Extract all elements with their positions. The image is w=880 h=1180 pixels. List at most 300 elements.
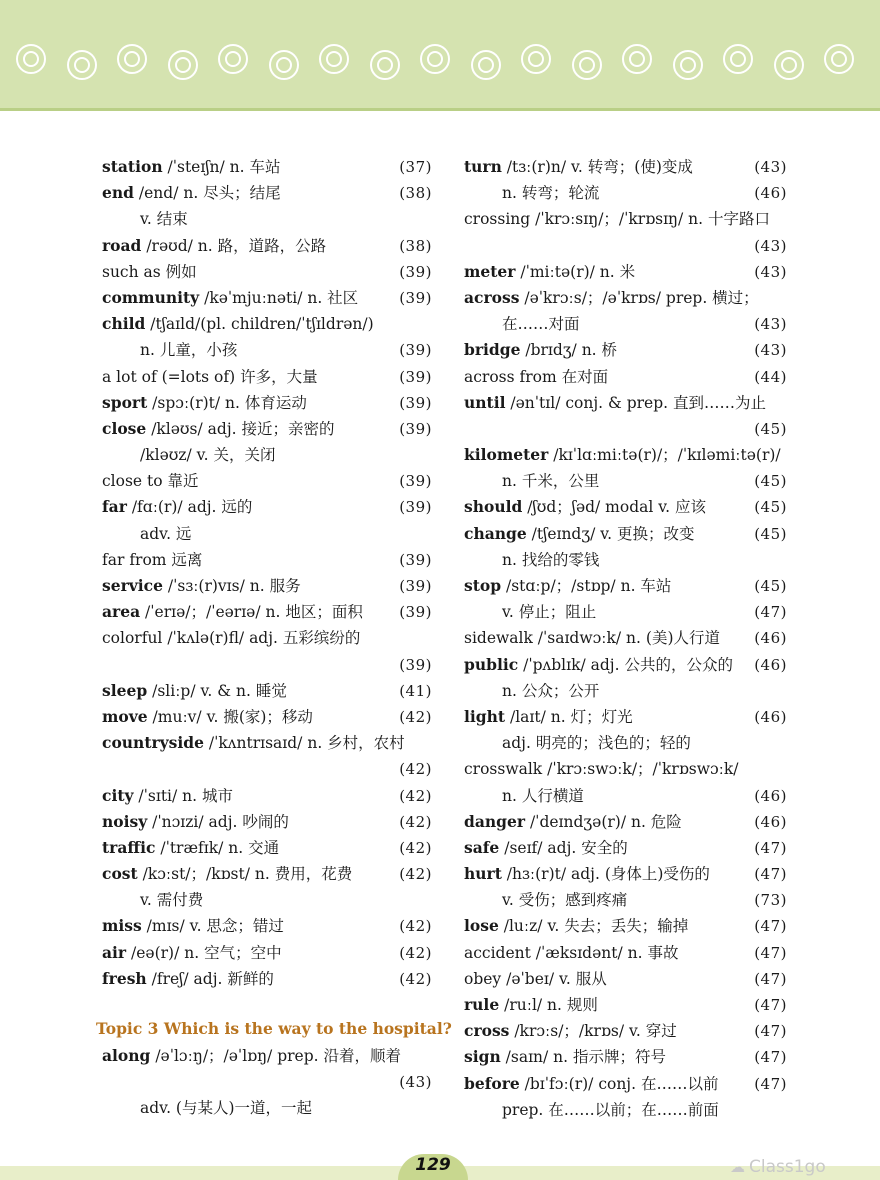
entry-text — [102, 1043, 401, 1069]
definition: a lot of (=lots of) 许多，大量 — [102, 367, 318, 386]
page-reference: (39) — [399, 603, 432, 622]
vocabulary-entry — [102, 966, 432, 992]
vocabulary-entry — [102, 940, 432, 966]
definition: /ˈkʌntrɪsaɪd/ n. 乡村，农村 — [203, 734, 405, 753]
page-reference: (46) — [754, 707, 787, 726]
entry-text — [102, 547, 202, 573]
vocabulary-entry — [102, 442, 432, 468]
entry-text — [464, 442, 781, 468]
definition: v. 需付费 — [140, 891, 204, 910]
definition: /seɪf/ adj. 安全的 — [499, 838, 628, 857]
decorative-ring-icon — [168, 50, 198, 80]
entry-text — [464, 992, 598, 1018]
vocabulary-entry — [464, 154, 787, 180]
definition: /kləʊs/ adj. 接近；亲密的 — [146, 419, 335, 438]
page-reference: (47) — [754, 1074, 787, 1093]
definition: n. 儿童，小孩 — [140, 341, 238, 360]
decorative-ring-icon — [370, 50, 400, 80]
definition: /kɔːst/；/kɒst/ n. 费用，花费 — [137, 865, 353, 884]
vocabulary-entry — [102, 652, 432, 678]
headword: air — [102, 942, 127, 962]
definition: close to 靠近 — [102, 472, 199, 491]
page-reference: (44) — [754, 367, 787, 386]
left-vocabulary-column — [102, 154, 432, 992]
page-reference: (43) — [754, 315, 787, 334]
page-reference: (47) — [754, 917, 787, 936]
definition: /stɑːp/；/stɒp/ n. 车站 — [501, 577, 672, 595]
vocabulary-entry — [102, 390, 432, 416]
definition: /ənˈtɪl/ conj. & prep. 直到……为止 — [505, 393, 767, 412]
page-reference: (47) — [754, 1022, 787, 1041]
page-reference: (45) — [754, 524, 787, 543]
headword: stop — [464, 576, 502, 595]
definition: /ˈpʌblɪk/ adj. 公共的，公众的 — [518, 655, 733, 674]
vocabulary-entry — [464, 442, 787, 468]
entry-text — [102, 468, 199, 494]
definition: /sliːp/ v. & n. 睡觉 — [147, 681, 287, 700]
entry-text — [102, 311, 374, 337]
headword: area — [102, 602, 141, 622]
definition: /əˈlɔːŋ/；/əˈlɒŋ/ prep. 沿着，顺着 — [150, 1047, 401, 1065]
headword: far — [102, 497, 127, 517]
entry-text — [464, 1071, 718, 1097]
entry-text — [102, 809, 289, 835]
headword: until — [464, 392, 506, 412]
page-reference: (46) — [754, 629, 787, 648]
page-reference: (42) — [399, 838, 432, 857]
entry-text — [102, 364, 318, 390]
page-reference: (38) — [399, 184, 432, 203]
page-reference: (42) — [399, 917, 432, 936]
vocabulary-entry — [464, 599, 787, 625]
definition: such as 例如 — [102, 262, 197, 281]
page-reference: (46) — [754, 812, 787, 831]
vocabulary-entry — [102, 1095, 432, 1121]
headword: sign — [464, 1047, 501, 1067]
page-reference: (45) — [754, 498, 787, 517]
definition: far from 远离 — [102, 550, 203, 569]
vocabulary-entry — [102, 809, 432, 835]
headword: should — [464, 497, 523, 517]
entry-text — [464, 285, 759, 311]
vocabulary-entry — [464, 573, 787, 599]
page-reference: (39) — [399, 655, 432, 674]
decorative-ring-icon — [824, 44, 854, 74]
entry-text — [464, 206, 770, 232]
vocabulary-entry — [102, 233, 432, 259]
entry-text — [464, 678, 599, 704]
vocabulary-entry — [102, 259, 432, 285]
page-reference: (43) — [754, 236, 787, 255]
headword: rule — [464, 995, 500, 1014]
definition: /ˈerɪə/；/ˈeərɪə/ n. 地区；面积 — [140, 603, 363, 622]
vocabulary-entry — [102, 311, 432, 337]
page-reference: (46) — [754, 184, 787, 203]
headword: safe — [464, 837, 500, 857]
entry-text — [464, 180, 599, 206]
headword: city — [102, 785, 134, 805]
definition: 在……对面 — [502, 315, 580, 334]
definition: /mɪs/ v. 思念；错过 — [141, 917, 284, 936]
definition: n. 千米，公里 — [502, 472, 600, 491]
vocabulary-entry — [464, 521, 787, 547]
definition: /ruːl/ n. 规则 — [499, 996, 598, 1014]
vocabulary-entry — [464, 992, 787, 1018]
headword: across — [464, 287, 520, 307]
entry-text — [102, 259, 197, 285]
page-reference: (39) — [399, 472, 432, 491]
definition: crosswalk /ˈkrɔːswɔːk/；/ˈkrɒswɔːk/ — [464, 760, 739, 779]
definition: /kləʊz/ v. 关，关闭 — [140, 446, 276, 465]
vocabulary-entry — [464, 259, 787, 285]
decorative-ring-icon — [67, 50, 97, 80]
headword: noisy — [102, 811, 148, 831]
entry-text — [464, 468, 599, 494]
entry-text — [102, 704, 313, 730]
headword: danger — [464, 811, 526, 831]
definition: /ˈsɜː(r)vɪs/ n. 服务 — [162, 577, 301, 595]
vocabulary-entry — [102, 1043, 432, 1069]
decorative-ring-icon — [471, 50, 501, 80]
vocabulary-entry — [102, 521, 432, 547]
decorative-ring-icon — [117, 44, 147, 74]
definition: /ˈmiːtə(r)/ n. 米 — [515, 262, 636, 281]
page-reference: (39) — [399, 419, 432, 438]
entry-text — [464, 547, 599, 573]
page-reference: (46) — [754, 786, 787, 805]
definition: n. 转弯；轮流 — [502, 184, 600, 203]
headword: sport — [102, 392, 148, 412]
decorative-ring-icon — [572, 50, 602, 80]
headword: public — [464, 654, 519, 674]
definition: /spɔː(r)t/ n. 体育运动 — [147, 393, 307, 412]
decorative-ring-icon — [622, 44, 652, 74]
headword: service — [102, 576, 163, 595]
entry-text — [102, 285, 358, 311]
entry-text — [102, 913, 284, 939]
entry-text — [464, 625, 720, 651]
vocabulary-entry — [464, 809, 787, 835]
definition: /freʃ/ adj. 新鲜的 — [146, 969, 274, 988]
vocabulary-entry — [102, 783, 432, 809]
vocabulary-entry — [464, 285, 787, 311]
headword: sleep — [102, 680, 148, 700]
entry-text — [102, 521, 191, 547]
page-reference: (47) — [754, 943, 787, 962]
headword: turn — [464, 157, 502, 176]
headword: community — [102, 287, 200, 307]
page-reference: (47) — [754, 838, 787, 857]
definition: n. 公众；公开 — [502, 681, 600, 700]
chat-bubble-icon: ☁ — [730, 1158, 745, 1176]
vocabulary-entry — [102, 861, 432, 887]
headword: along — [102, 1046, 151, 1065]
page-reference: (42) — [399, 812, 432, 831]
definition: /ˈsɪti/ n. 城市 — [133, 786, 233, 805]
definition: accident /ˈæksɪdənt/ n. 事故 — [464, 943, 679, 962]
vocabulary-entry — [464, 311, 787, 337]
page-reference: (39) — [399, 341, 432, 360]
vocabulary-entry — [464, 468, 787, 494]
definition: /rəʊd/ n. 路，道路，公路 — [141, 236, 327, 255]
page-reference: (41) — [399, 681, 432, 700]
entry-text — [464, 704, 633, 730]
page-reference: (43) — [399, 1073, 432, 1092]
vocabulary-entry — [464, 704, 787, 730]
decorative-ring-icon — [673, 50, 703, 80]
page-reference: (47) — [754, 1048, 787, 1067]
entry-text — [464, 259, 635, 285]
vocabulary-entry — [102, 547, 432, 573]
definition: /hɜː(r)t/ adj. (身体上)受伤的 — [501, 865, 710, 884]
page-reference: (45) — [754, 577, 787, 595]
vocabulary-entry — [464, 494, 787, 520]
watermark-text: Class1go — [749, 1157, 826, 1177]
vocabulary-entry — [464, 337, 787, 363]
entry-text — [464, 390, 766, 416]
definition: /ˈnɔɪzi/ adj. 吵闹的 — [147, 812, 289, 831]
page-reference: (39) — [399, 367, 432, 386]
entry-text — [102, 206, 188, 232]
page-reference: (39) — [399, 288, 432, 307]
definition: crossing /ˈkrɔːsɪŋ/；/ˈkrɒsɪŋ/ n. 十字路口 — [464, 210, 771, 229]
vocabulary-entry — [464, 678, 787, 704]
vocabulary-entry — [464, 1018, 787, 1044]
entry-text — [102, 966, 274, 992]
definition: /brɪdʒ/ n. 桥 — [520, 341, 618, 360]
page-reference: (39) — [399, 393, 432, 412]
page-reference: (42) — [399, 969, 432, 988]
headword: close — [102, 418, 147, 438]
vocabulary-entry — [464, 390, 787, 416]
vocabulary-entry — [464, 416, 787, 442]
definition: obey /əˈbeɪ/ v. 服从 — [464, 969, 607, 988]
vocabulary-entry — [102, 285, 432, 311]
definition: /krɔːs/；/krɒs/ v. 穿过 — [509, 1022, 677, 1041]
vocabulary-entry — [464, 730, 787, 756]
entry-text — [464, 756, 739, 782]
vocabulary-entry — [464, 1097, 787, 1123]
entry-text — [102, 416, 334, 442]
entry-text — [464, 1044, 666, 1070]
page-reference: (42) — [399, 786, 432, 805]
page-reference: (47) — [754, 996, 787, 1014]
headword: meter — [464, 261, 516, 281]
entry-text — [102, 442, 275, 468]
page-reference: (42) — [399, 943, 432, 962]
entry-text — [464, 494, 706, 520]
vocabulary-entry — [464, 756, 787, 782]
headword: light — [464, 706, 506, 726]
definition: across from 在对面 — [464, 367, 609, 386]
entry-text — [464, 652, 733, 678]
entry-text — [464, 1097, 719, 1123]
entry-text — [102, 625, 360, 651]
entry-text — [464, 573, 671, 599]
entry-text — [102, 1095, 312, 1121]
header-divider — [0, 108, 880, 111]
entry-text — [102, 730, 405, 756]
headword: miss — [102, 916, 142, 936]
entry-text — [464, 337, 617, 363]
definition: colorful /ˈkʌlə(r)fl/ adj. 五彩缤纷的 — [102, 629, 361, 648]
vocabulary-entry — [102, 756, 432, 782]
vocabulary-entry — [464, 835, 787, 861]
entry-text — [102, 390, 307, 416]
definition: sidewalk /ˈsaɪdwɔːk/ n. (美)人行道 — [464, 629, 720, 648]
entry-text — [102, 233, 326, 259]
vocabulary-entry — [464, 861, 787, 887]
entry-text — [102, 337, 237, 363]
entry-text — [102, 861, 352, 887]
entry-text — [102, 678, 287, 704]
page-reference: (47) — [754, 603, 787, 622]
page-reference: (45) — [754, 419, 787, 438]
vocabulary-entry — [464, 652, 787, 678]
entry-text — [464, 940, 678, 966]
definition: /ʃʊd；ʃəd/ modal v. 应该 — [522, 498, 707, 517]
page-reference: (43) — [754, 262, 787, 281]
entry-text — [102, 887, 203, 913]
vocabulary-entry — [102, 416, 432, 442]
vocabulary-entry — [102, 887, 432, 913]
vocabulary-entry — [102, 835, 432, 861]
entry-text — [464, 730, 691, 756]
definition: /muːv/ v. 搬(家)；移动 — [147, 707, 313, 726]
entry-text — [464, 783, 584, 809]
entry-text — [102, 494, 252, 520]
page-reference: (42) — [399, 707, 432, 726]
vocabulary-entry — [464, 1044, 787, 1070]
headword: bridge — [464, 340, 521, 360]
vocabulary-entry — [102, 154, 432, 180]
headword: countryside — [102, 733, 204, 753]
headword: road — [102, 235, 142, 255]
entry-text — [464, 861, 710, 887]
page-reference: (42) — [399, 760, 432, 779]
topic-heading: Topic 3 Which is the way to the hospital? — [96, 1019, 452, 1038]
vocabulary-entry — [102, 206, 432, 232]
definition: n. 找给的零钱 — [502, 550, 600, 569]
page-number: 129 — [415, 1155, 451, 1175]
page-reference: (39) — [399, 577, 432, 595]
definition: /end/ n. 尽头；结尾 — [133, 184, 281, 203]
entry-text — [102, 573, 301, 599]
definition: /ˈsteɪʃn/ n. 车站 — [162, 158, 281, 176]
vocabulary-entry — [464, 966, 787, 992]
vocabulary-entry — [464, 783, 787, 809]
definition: adj. 明亮的；浅色的；轻的 — [502, 734, 691, 753]
headword: traffic — [102, 837, 156, 857]
entry-text — [102, 599, 363, 625]
decorative-ring-icon — [521, 44, 551, 74]
entry-text — [464, 809, 682, 835]
definition: /tɜː(r)n/ v. 转弯；(使)变成 — [501, 158, 693, 176]
definition: /bɪˈfɔː(r)/ conj. 在……以前 — [519, 1074, 719, 1093]
page-reference: (46) — [754, 655, 787, 674]
vocabulary-entry — [464, 1071, 787, 1097]
page-reference: (47) — [754, 969, 787, 988]
headword: cost — [102, 864, 138, 884]
vocabulary-entry — [102, 337, 432, 363]
definition: v. 停止；阻止 — [502, 603, 597, 622]
definition: v. 结束 — [140, 210, 188, 229]
left-vocabulary-column-continued — [102, 1043, 432, 1122]
vocabulary-entry — [464, 233, 787, 259]
vocabulary-entry — [464, 547, 787, 573]
headword: lose — [464, 916, 499, 936]
headword: kilometer — [464, 445, 549, 465]
headword: fresh — [102, 968, 147, 988]
entry-text — [102, 180, 281, 206]
vocabulary-entry — [102, 468, 432, 494]
vocabulary-entry — [464, 940, 787, 966]
headword: child — [102, 314, 146, 334]
definition: adv. 远 — [140, 524, 192, 543]
vocabulary-entry — [102, 494, 432, 520]
vocabulary-entry — [464, 364, 787, 390]
entry-text — [464, 1018, 677, 1044]
headword: before — [464, 1073, 520, 1093]
vocabulary-entry — [102, 1069, 432, 1095]
headword: cross — [464, 1021, 510, 1041]
definition: /ˈtræfɪk/ n. 交通 — [155, 838, 280, 857]
vocabulary-entry — [102, 678, 432, 704]
page-reference: (42) — [399, 865, 432, 884]
page-reference: (47) — [754, 865, 787, 884]
entry-text — [464, 913, 688, 939]
headword: change — [464, 523, 527, 543]
definition: /laɪt/ n. 灯；灯光 — [505, 707, 633, 726]
entry-text — [464, 887, 627, 913]
entry-text — [102, 154, 281, 180]
vocabulary-entry — [464, 206, 787, 232]
page-reference: (39) — [399, 262, 432, 281]
definition: /saɪn/ n. 指示牌；符号 — [500, 1048, 667, 1067]
entry-text — [102, 835, 279, 861]
decorative-ring-icon — [16, 44, 46, 74]
vocabulary-entry — [102, 573, 432, 599]
page-reference: (37) — [399, 158, 432, 176]
page-reference: (73) — [754, 891, 787, 910]
definition: /kəˈmjuːnəti/ n. 社区 — [199, 288, 359, 307]
headword: hurt — [464, 864, 502, 884]
entry-text — [464, 311, 580, 337]
vocabulary-entry — [464, 625, 787, 651]
entry-text — [102, 940, 282, 966]
right-vocabulary-column — [464, 154, 787, 1123]
vocabulary-entry — [102, 730, 432, 756]
definition: /tʃeɪndʒ/ v. 更换；改变 — [526, 524, 695, 543]
headword: station — [102, 157, 163, 176]
definition: /luːz/ v. 失去；丢失；输掉 — [498, 917, 689, 936]
definition: n. 人行横道 — [502, 786, 584, 805]
decorative-ring-icon — [723, 44, 753, 74]
vocabulary-entry — [102, 913, 432, 939]
decorative-ring-icon — [420, 44, 450, 74]
watermark — [730, 1157, 826, 1177]
definition: /ˈdeɪndʒə(r)/ n. 危险 — [525, 812, 682, 831]
decorative-ring-icon — [218, 44, 248, 74]
page-reference: (39) — [399, 550, 432, 569]
decorative-ring-icon — [319, 44, 349, 74]
vocabulary-entry — [464, 180, 787, 206]
decorative-ring-icon — [774, 50, 804, 80]
vocabulary-entry — [464, 887, 787, 913]
headword: end — [102, 183, 134, 203]
entry-text — [464, 835, 628, 861]
definition: /fɑː(r)/ adj. 远的 — [126, 498, 253, 517]
